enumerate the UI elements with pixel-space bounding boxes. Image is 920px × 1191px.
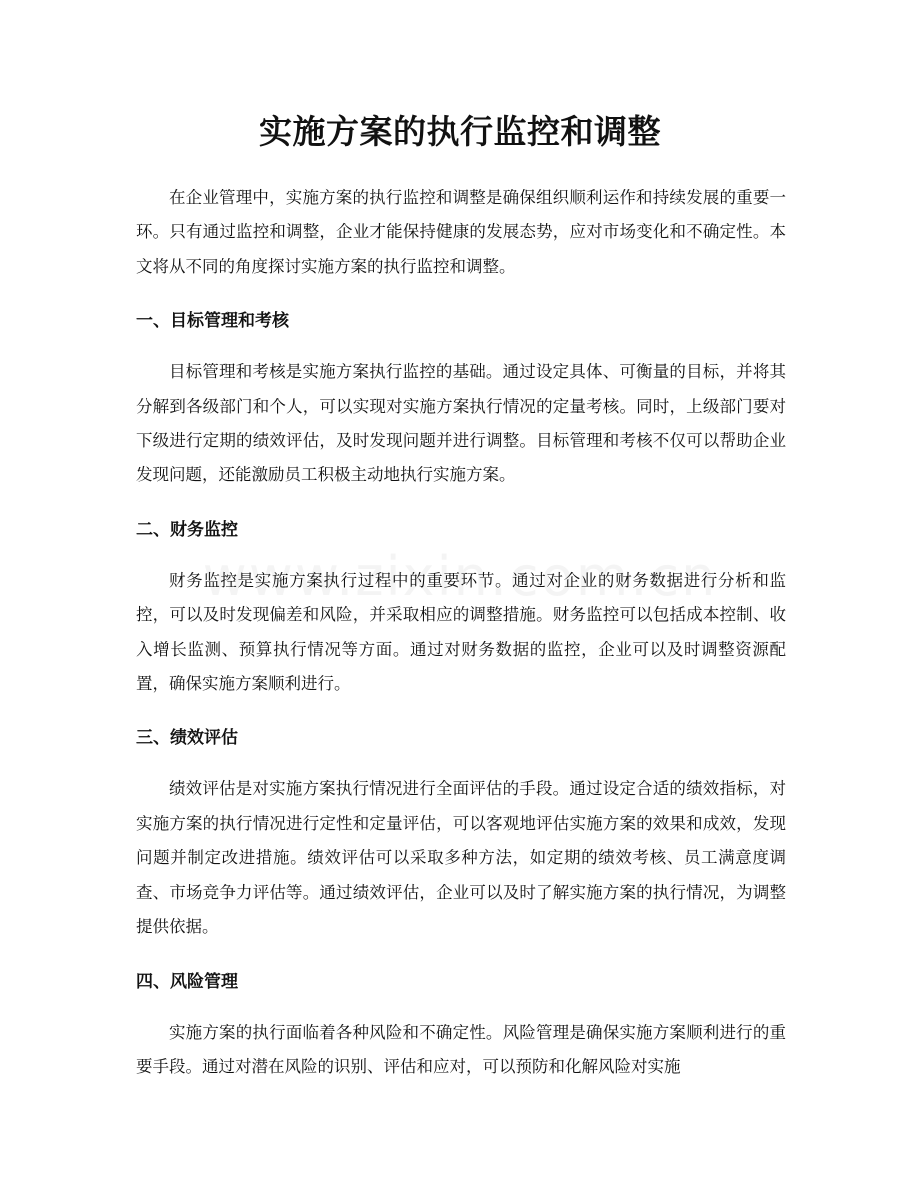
intro-paragraph: 在企业管理中，实施方案的执行监控和调整是确保组织顺利运作和持续发展的重要一环。只有通过监控和调整，企业才能保持健康的发展态势，应对市场变化和不确定性。本文将从不同的角度探讨实施方案的执行监控和调整。 <box>136 188 786 276</box>
document-body <box>136 181 786 1084</box>
section-paragraph-financial-monitoring: 财务监控是实施方案执行过程中的重要环节。通过对企业的财务数据进行分析和监控，可以及时发现偏差和风险，并采取相应的调整措施。财务监控可以包括成本控制、收入增长监测、预算执行情况等方面。通过对财务数据的监控，企业可以及时调整资源配置，确保实施方案顺利进行。 <box>136 570 786 694</box>
section-heading-performance-evaluation: 三、绩效评估 <box>136 728 238 749</box>
section-heading-financial-monitoring: 二、财务监控 <box>136 519 238 540</box>
section-paragraph-risk-management: 实施方案的执行面临着各种风险和不确定性。风险管理是确保实施方案顺利进行的重要手段。通过对潜在风险的识别、评估和应对，可以预防和化解风险对实施 <box>136 1022 786 1076</box>
section-paragraph-performance-evaluation: 绩效评估是对实施方案执行情况进行全面评估的手段。通过设定合适的绩效指标，对实施方案的执行情况进行定性和定量评估，可以客观地评估实施方案的效果和成效，发现问题并制定改进措施。绩效评估可以采取多种方法，如定期的绩效考核、员工满意度调查、市场竞争力评估等。通过绩效评估，企业可以及时了解实施方案的执行情况，为调整提供依据。 <box>136 779 786 937</box>
page-title: 实施方案的执行监控和调整 <box>259 112 661 151</box>
section-heading-risk-management: 四、风险管理 <box>136 971 238 992</box>
section-paragraph-goal-management: 目标管理和考核是实施方案执行监控的基础。通过设定具体、可衡量的目标，并将其分解到各级部门和个人，可以实现对实施方案执行情况的定量考核。同时，上级部门要对下级进行定期的绩效评估，及时发现问题并进行调整。目标管理和考核不仅可以帮助企业发现问题，还能激励员工积极主动地执行实施方案。 <box>136 362 786 485</box>
section-heading-goal-management: 一、目标管理和考核 <box>136 311 289 332</box>
